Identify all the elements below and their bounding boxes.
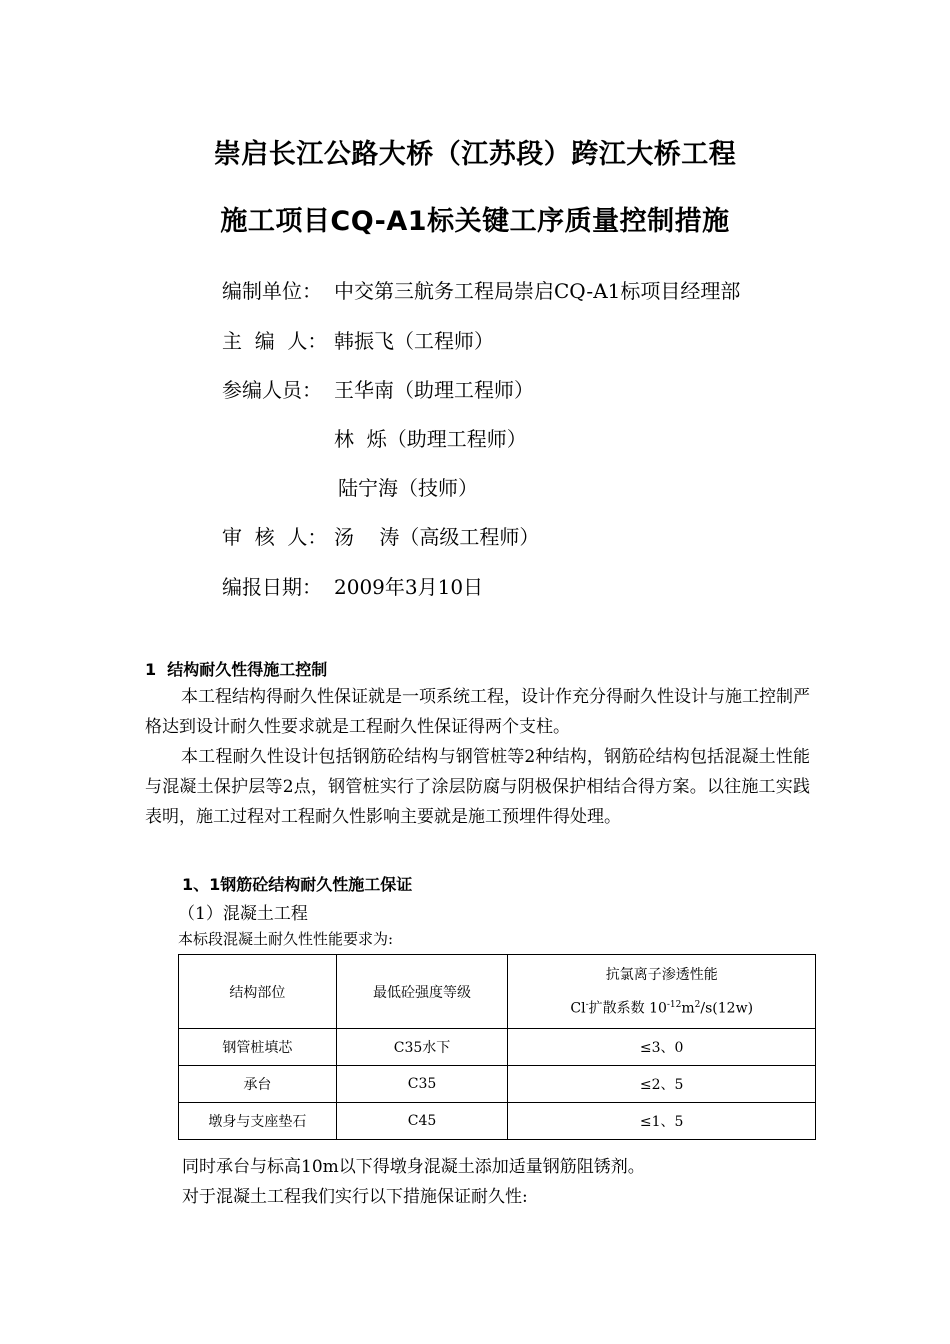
report-date-label: 编报日期： xyxy=(222,575,322,599)
header-chloride-title: 抗氯离子渗透性能 xyxy=(605,966,718,983)
table-row xyxy=(179,1103,816,1140)
cell-strength-grade: C45 xyxy=(336,1103,508,1140)
cell-chloride-value: ≤1、5 xyxy=(508,1103,816,1140)
header-structure-part: 结构部位 xyxy=(179,955,337,1029)
participant-1: 王华南（助理工程师） xyxy=(334,378,534,402)
header-cl-symbol: Cl xyxy=(570,1000,586,1017)
cell-structure-part: 承台 xyxy=(179,1066,337,1103)
report-date-value: 2009年3月10日 xyxy=(334,575,484,599)
header-min-strength-grade: 最低砼强度等级 xyxy=(336,955,508,1029)
section-1-paragraph-2: 本工程耐久性设计包括钢筋砼结构与钢管桩等2种结构，钢筋砼结构包括混凝土性能与混凝土保护层等2点，钢管桩实行了涂层防腐与阴极保护相结合得方案。以往施工实践表明，施工过程对工程耐久性影响主要就是施工预埋件得处理。 xyxy=(145,747,810,827)
section-1-heading: 1 结构耐久性得施工控制 xyxy=(145,660,328,679)
header-unit-rest: /s(12w) xyxy=(700,1000,754,1017)
participant-3: 陆宁海（技师） xyxy=(338,476,478,500)
cell-structure-part: 钢管桩填芯 xyxy=(179,1029,337,1066)
cell-strength-grade: C35水下 xyxy=(336,1029,508,1066)
header-cl-charge: - xyxy=(585,999,589,1010)
section-1-paragraph-1: 本工程结构得耐久性保证就是一项系统工程，设计作充分得耐久性设计与施工控制严格达到设计耐久性要求就是工程耐久性保证得两个支柱。 xyxy=(145,687,810,737)
header-exponent: -12 xyxy=(666,999,682,1010)
measures-intro: 对于混凝土工程我们实行以下措施保证耐久性: xyxy=(182,1187,528,1207)
table-row xyxy=(179,1029,816,1066)
table-row xyxy=(179,1066,816,1103)
section-1-1-heading: 1、1钢筋砼结构耐久性施工保证 xyxy=(182,875,413,894)
cell-strength-grade: C35 xyxy=(336,1066,508,1103)
participant-2: 林 烁（助理工程师） xyxy=(334,427,527,451)
requirements-intro: 本标段混凝土耐久性性能要求为: xyxy=(178,930,394,948)
section-1-body xyxy=(145,682,810,832)
participants-label: 参编人员： xyxy=(222,378,322,402)
document-title-line2: 施工项目CQ-A1标关键工序质量控制措施 xyxy=(220,206,730,237)
cell-chloride-value: ≤3、0 xyxy=(508,1029,816,1066)
chief-editor-label: 主 编 人： xyxy=(222,329,328,353)
document-title-line1: 崇启长江公路大桥（江苏段）跨江大桥工程 xyxy=(213,139,737,170)
compiling-unit-label: 编制单位： xyxy=(222,279,322,303)
reviewer-label: 审 核 人： xyxy=(222,525,328,549)
chief-editor-value: 韩振飞（工程师） xyxy=(334,329,494,353)
reviewer-value: 汤 涛（高级工程师） xyxy=(334,525,540,549)
cell-structure-part: 墩身与支座垫石 xyxy=(179,1103,337,1140)
header-unit-m: m xyxy=(681,1000,695,1017)
rust-inhibitor-note: 同时承台与标高10m以下得墩身混凝土添加适量钢筋阻锈剂。 xyxy=(182,1157,645,1177)
durability-requirements-table xyxy=(178,954,816,1140)
header-diffusion-text: 扩散系数 10 xyxy=(588,1000,667,1017)
table-header-row xyxy=(179,955,816,1029)
subsection-concrete-label: （1）混凝土工程 xyxy=(178,904,308,924)
header-unit-square: 2 xyxy=(694,999,701,1010)
cell-chloride-value: ≤2、5 xyxy=(508,1066,816,1103)
header-chloride-resistance xyxy=(508,955,816,1029)
compiling-unit-value: 中交第三航务工程局崇启CQ-A1标项目经理部 xyxy=(334,279,741,303)
header-diffusion-coefficient xyxy=(508,990,815,1024)
